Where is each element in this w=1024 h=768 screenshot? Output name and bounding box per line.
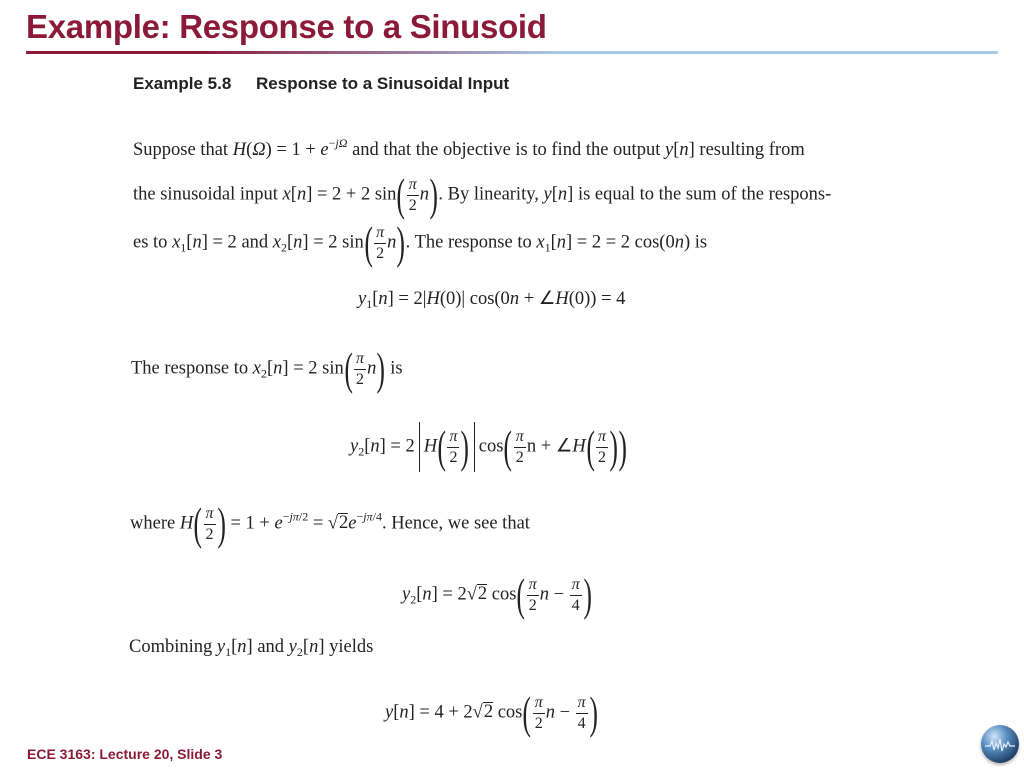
equation-y-final: y[n] = 4 + 2√2 cos( $\frac{\pi}{2}$ n − $\frac{\pi}{4}$ ) [385, 687, 598, 738]
paragraph-line-1: Suppose that $H(\Omega) = 1 + e^{-j\Omega}$ and that the objective is to find the output y[n] resulting from [133, 136, 805, 160]
paragraph-line-4: The response to $x_2[n] = 2$ sin( $\frac{\pi}{2}$ n) is [131, 343, 403, 394]
slide-title: Example: Response to a Sinusoid [26, 8, 547, 45]
example-number: Example 5.8 [133, 74, 232, 93]
paragraph-line-2: the sinusoidal input x[n] = 2 + 2 sin( $\frac{\pi}{2}$ n). By linearity, y[n] is equal to the sum of the respons- [133, 169, 832, 220]
paragraph-line-5: where H( $\frac{\pi}{2}$ ) = $1 + e^{-j\pi/2} = √2e^{-j\pi/4}$. Hence, we see that [130, 498, 530, 549]
paragraph-line-6: Combining $y_1[n]$ and $y_2[n]$ yields [129, 637, 374, 659]
slide-footer: ECE 3163: Lecture 20, Slide 3 [27, 746, 223, 762]
equation-y2: $y_2[n] = 2$ H( $\frac{\pi}{2}$ ) cos( $\frac{\pi}{2}$ n + ∠H( $\frac{\pi}{2}$ )) [350, 421, 628, 472]
title-rule [26, 51, 998, 54]
equation-y1: $y_1[n] = 2|H(0)|$ cos(0n + ∠H(0)) = 4 [358, 289, 626, 311]
globe-logo-icon [981, 725, 1019, 763]
example-title: Response to a Sinusoidal Input [256, 74, 510, 93]
paragraph-line-3: es to $x_1[n] = 2$ and $x_2[n] = 2$ sin( $\frac{\pi}{2}$ n). The response to $x_1[n] = 2 = 2$ cos(0n) is [133, 217, 708, 268]
equation-y2-result: $y_2[n] = 2√2$ cos( $\frac{\pi}{2}$ n − $\frac{\pi}{4}$ ) [402, 569, 592, 620]
example-heading [133, 74, 509, 94]
